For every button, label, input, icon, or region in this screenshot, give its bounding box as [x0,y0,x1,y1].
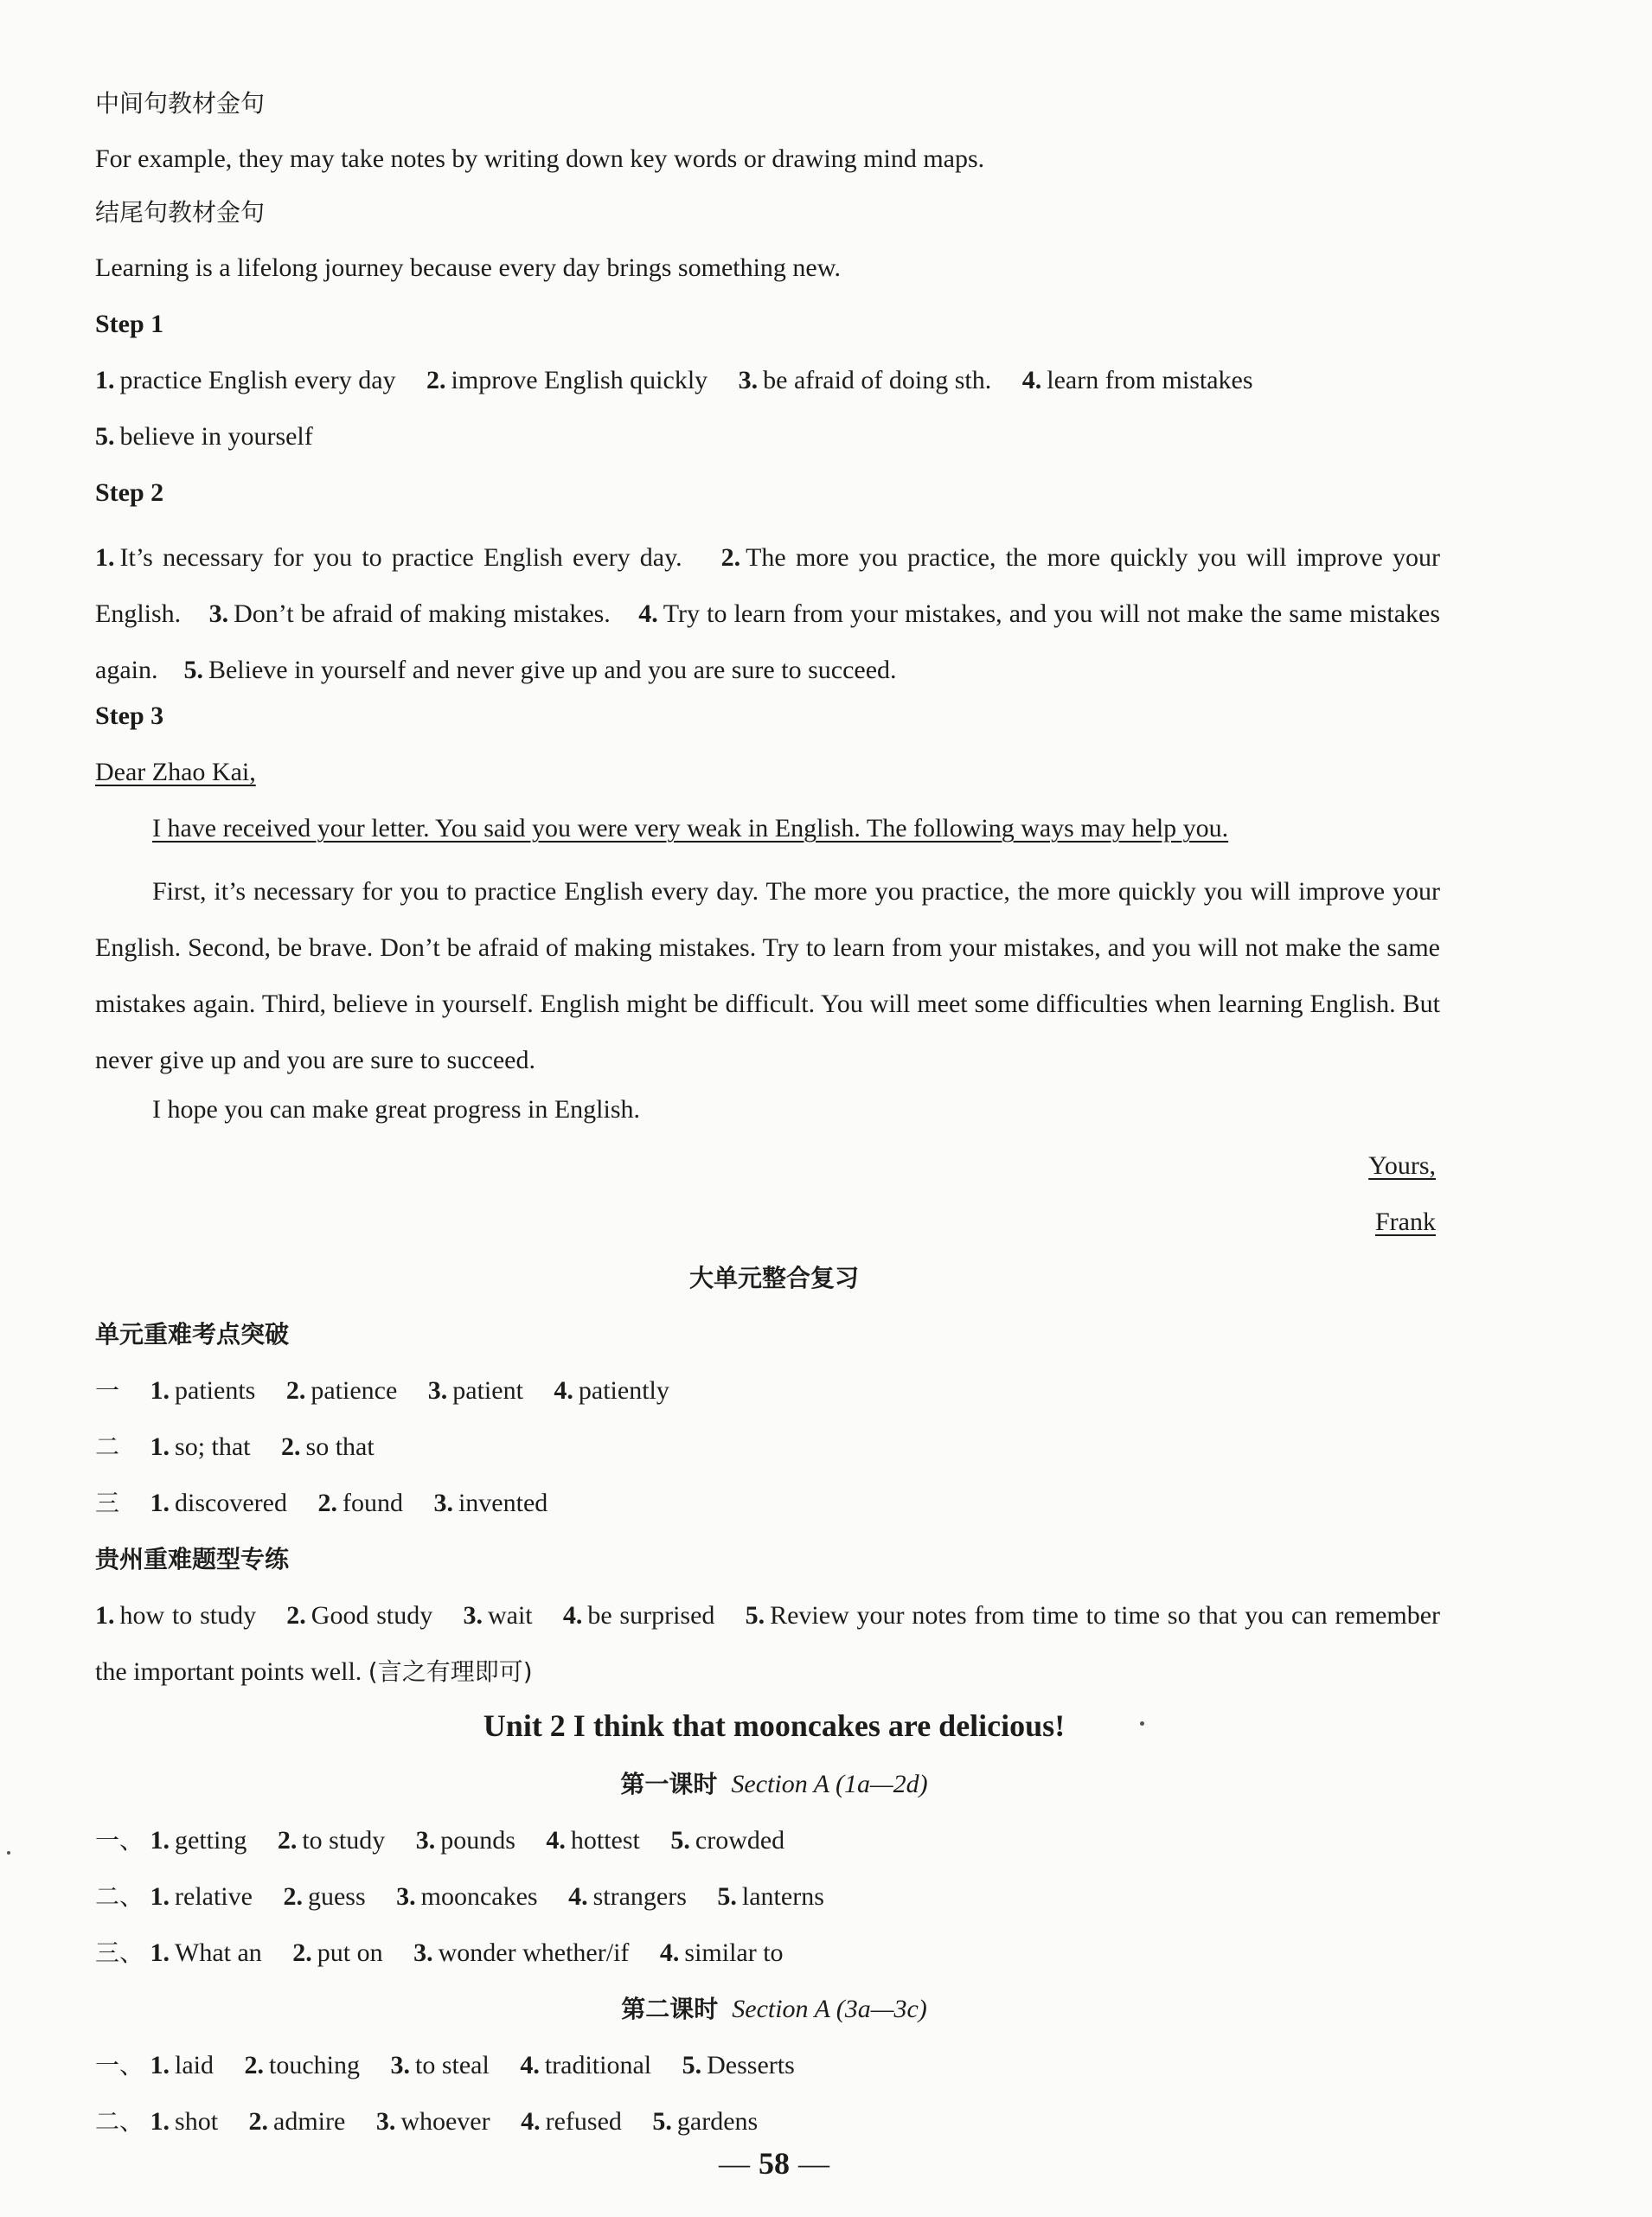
step1-item-4: 4. learn from mistakes [1021,366,1253,394]
lesson2-heading: 第二课时 Section A (3a—3c) [621,1995,927,2023]
page-number: — 58 — [719,2146,829,2181]
letter-opening: I have received your letter. You said you were very weak in English. The following ways may help you. [152,814,1229,843]
lesson1-group-2: 二、 1. relative 2. guess 3. mooncakes 4. strangers 5. lanterns [95,1882,824,1911]
step2-answers [95,529,1440,698]
step2-item-4: 4. Try to learn from your mistakes, and you will not make the same mistakes again. [95,599,1441,684]
step2-title: Step 2 [95,478,164,507]
scan-speck [1140,1721,1144,1726]
review-title: 大单元整合复习 [688,1264,859,1292]
step1-row2 [95,420,313,454]
step1-row1 [95,363,1253,398]
letter-sign-off: Yours, [1368,1151,1436,1180]
unit2-title: Unit 2 I think that mooncakes are delicious! [483,1708,1066,1743]
step1-item-3: 3. be afraid of doing sth. [738,366,992,394]
review-group-2: 二 1. so; that 2. so that [95,1432,375,1461]
step3-title: Step 3 [95,702,164,730]
step2-item-5: 5. Believe in yourself and never give up and you are sure to succeed. [183,656,897,684]
lesson2-group-2: 二、 1. shot 2. admire 3. whoever 4. refused 5. gardens [95,2107,759,2136]
lesson1-heading: 第一课时 Section A (1a—2d) [620,1770,928,1798]
guizhou-label: 贵州重难题型专练 [95,1545,290,1573]
ending-sentence: Learning is a lifelong journey because every day brings something new. [95,253,841,282]
review-group-1: 一 1. patients 2. patience 3. patient 4. patiently [95,1376,669,1405]
lesson2-group-1: 一、 1. laid 2. touching 3. to steal 4. traditional 5. Desserts [95,2051,795,2079]
letter-signature: Frank [1375,1208,1436,1236]
step1-item-1: 1. practice English every day [95,366,396,394]
step1-item-2: 2. improve English quickly [426,366,708,394]
step1-title: Step 1 [95,310,164,338]
letter-body: First, it’s necessary for you to practice English every day. The more you practice, the more quickly you will improve your English. Second, be brave. Don’t be afraid of making mistakes. Try to learn from your mistakes, and you will not make the same mistakes again. Third, believe in yourself. English might be difficult. You will meet some difficulties when learning English. But never give up and you are sure to succeed. [95,877,1440,1074]
review-group-3: 三 1. discovered 2. found 3. invented [95,1489,548,1517]
middle-sentence: For example, they may take notes by writing down key words or drawing mind maps. [95,144,985,173]
step2-item-3: 3. Don’t be afraid of making mistakes. [208,599,611,628]
guizhou-answers: 1. how to study 2. Good study 3. wait 4. be surprised 5. Review your notes from time to time so that you can remember the important points well. (言之有理即可) [95,1601,1440,1686]
guizhou-note: (言之有理即可) [368,1657,533,1686]
step2-item-2: 2. The more you practice, the more quickly you will improve your English. [95,543,1440,628]
lesson1-group-1: 一、 1. getting 2. to study 3. pounds 4. hottest 5. crowded [95,1826,785,1855]
letter-greeting: Dear Zhao Kai, [95,758,256,786]
lesson1-group-3: 三、 1. What an 2. put on 3. wonder whether/if 4. similar to [95,1938,784,1967]
scan-speck [7,1851,10,1855]
letter-closing: I hope you can make great progress in English. [152,1095,641,1124]
ending-sentence-label: 结尾句教材金句 [95,198,266,227]
key-points-label: 单元重难考点突破 [95,1320,290,1349]
step2-item-1: 1. It’s necessary for you to practice English every day. [95,543,682,572]
step1-item-5: 5. believe in yourself [95,422,313,451]
middle-sentence-label: 中间句教材金句 [95,89,266,118]
